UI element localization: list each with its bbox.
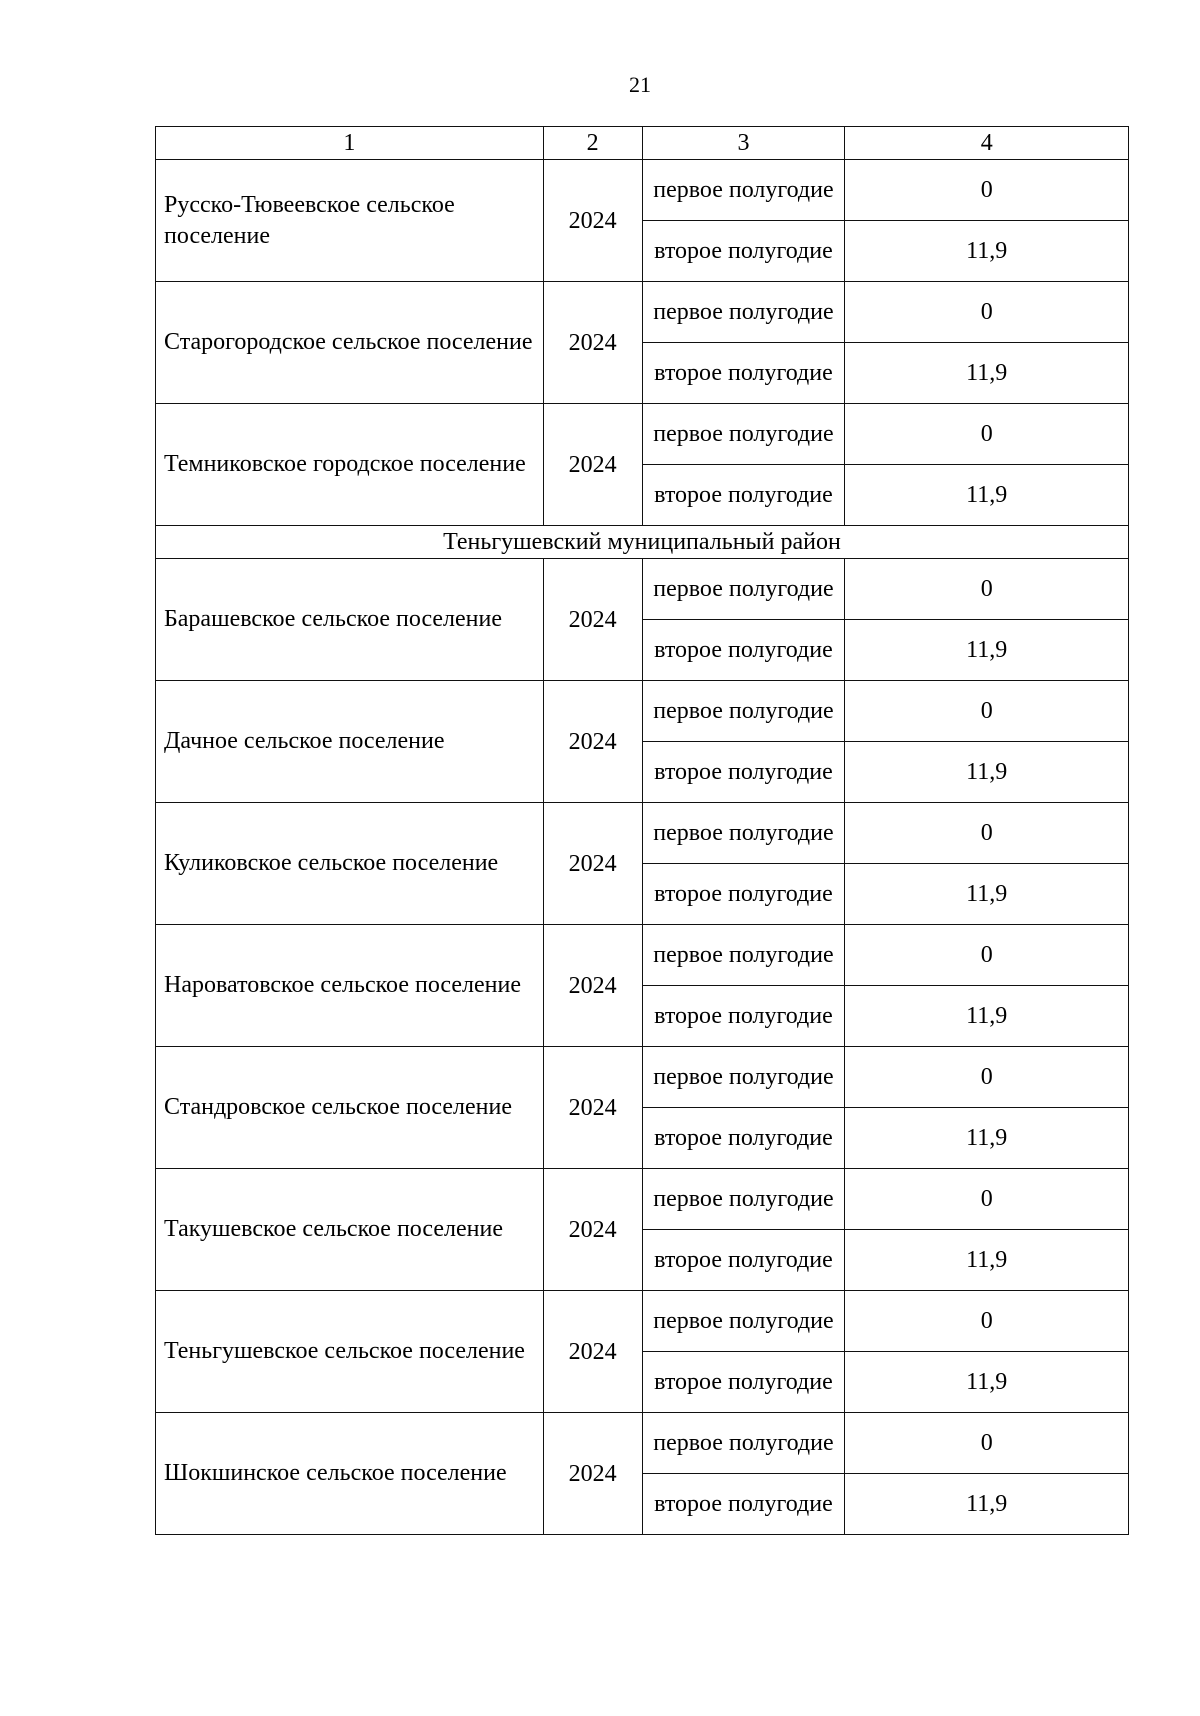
- value-cell: 0: [845, 1047, 1129, 1108]
- value-cell: 0: [845, 160, 1129, 221]
- value-cell: 11,9: [845, 221, 1129, 282]
- settlement-name: Шокшинское сельское поселение: [156, 1413, 544, 1535]
- table-row: [156, 803, 1129, 864]
- column-header: 3: [642, 127, 845, 160]
- value-cell: 0: [845, 803, 1129, 864]
- value-cell: 11,9: [845, 343, 1129, 404]
- period-cell: первое полугодие: [642, 1291, 845, 1352]
- table-row: [156, 925, 1129, 986]
- period-cell: второе полугодие: [642, 343, 845, 404]
- year-cell: 2024: [543, 681, 642, 803]
- data-table: [155, 126, 1129, 1535]
- period-cell: первое полугодие: [642, 559, 845, 620]
- period-cell: первое полугодие: [642, 404, 845, 465]
- settlement-name: Русско-Тювеевское сельское поселение: [156, 160, 544, 282]
- period-cell: первое полугодие: [642, 160, 845, 221]
- value-cell: 11,9: [845, 1474, 1129, 1535]
- page-number: 21: [629, 72, 651, 97]
- column-header: 2: [543, 127, 642, 160]
- year-cell: 2024: [543, 1047, 642, 1169]
- period-cell: второе полугодие: [642, 1474, 845, 1535]
- settlement-name: Куликовское сельское поселение: [156, 803, 544, 925]
- settlement-name: Темниковское городское поселение: [156, 404, 544, 526]
- value-cell: 11,9: [845, 1108, 1129, 1169]
- period-cell: первое полугодие: [642, 803, 845, 864]
- period-cell: второе полугодие: [642, 986, 845, 1047]
- year-cell: 2024: [543, 1169, 642, 1291]
- column-header: 4: [845, 127, 1129, 160]
- value-cell: 0: [845, 559, 1129, 620]
- value-cell: 11,9: [845, 986, 1129, 1047]
- period-cell: первое полугодие: [642, 1413, 845, 1474]
- value-cell: 0: [845, 1413, 1129, 1474]
- year-cell: 2024: [543, 282, 642, 404]
- period-cell: второе полугодие: [642, 1352, 845, 1413]
- district-title: Теньгушевский муниципальный район: [156, 526, 1129, 559]
- period-cell: первое полугодие: [642, 1169, 845, 1230]
- table-row: [156, 282, 1129, 343]
- table-row: [156, 559, 1129, 620]
- table-row: [156, 681, 1129, 742]
- period-cell: второе полугодие: [642, 465, 845, 526]
- year-cell: 2024: [543, 559, 642, 681]
- table-row: [156, 160, 1129, 221]
- period-cell: первое полугодие: [642, 925, 845, 986]
- value-cell: 11,9: [845, 1230, 1129, 1291]
- year-cell: 2024: [543, 1291, 642, 1413]
- table-row: [156, 1047, 1129, 1108]
- year-cell: 2024: [543, 1413, 642, 1535]
- period-cell: второе полугодие: [642, 221, 845, 282]
- year-cell: 2024: [543, 925, 642, 1047]
- value-cell: 11,9: [845, 1352, 1129, 1413]
- period-cell: первое полугодие: [642, 681, 845, 742]
- settlement-name: Нароватовское сельское поселение: [156, 925, 544, 1047]
- value-cell: 0: [845, 925, 1129, 986]
- value-cell: 0: [845, 282, 1129, 343]
- period-cell: второе полугодие: [642, 1230, 845, 1291]
- period-cell: второе полугодие: [642, 620, 845, 681]
- header-row: [156, 127, 1129, 160]
- settlement-name: Теньгушевское сельское поселение: [156, 1291, 544, 1413]
- year-cell: 2024: [543, 803, 642, 925]
- district-row: [156, 526, 1129, 559]
- value-cell: 11,9: [845, 864, 1129, 925]
- period-cell: второе полугодие: [642, 1108, 845, 1169]
- table-row: [156, 1413, 1129, 1474]
- table-row: [156, 404, 1129, 465]
- settlement-name: Такушевское сельское поселение: [156, 1169, 544, 1291]
- column-header: 1: [156, 127, 544, 160]
- value-cell: 0: [845, 681, 1129, 742]
- year-cell: 2024: [543, 160, 642, 282]
- settlement-name: Барашевское сельское поселение: [156, 559, 544, 681]
- settlement-name: Старогородское сельское поселение: [156, 282, 544, 404]
- settlement-name: Дачное сельское поселение: [156, 681, 544, 803]
- value-cell: 11,9: [845, 465, 1129, 526]
- year-cell: 2024: [543, 404, 642, 526]
- value-cell: 0: [845, 404, 1129, 465]
- value-cell: 0: [845, 1291, 1129, 1352]
- period-cell: второе полугодие: [642, 864, 845, 925]
- value-cell: 11,9: [845, 742, 1129, 803]
- value-cell: 0: [845, 1169, 1129, 1230]
- table-row: [156, 1169, 1129, 1230]
- value-cell: 11,9: [845, 620, 1129, 681]
- period-cell: первое полугодие: [642, 1047, 845, 1108]
- settlement-name: Стандровское сельское поселение: [156, 1047, 544, 1169]
- period-cell: второе полугодие: [642, 742, 845, 803]
- period-cell: первое полугодие: [642, 282, 845, 343]
- table-body: [156, 127, 1129, 1535]
- table-row: [156, 1291, 1129, 1352]
